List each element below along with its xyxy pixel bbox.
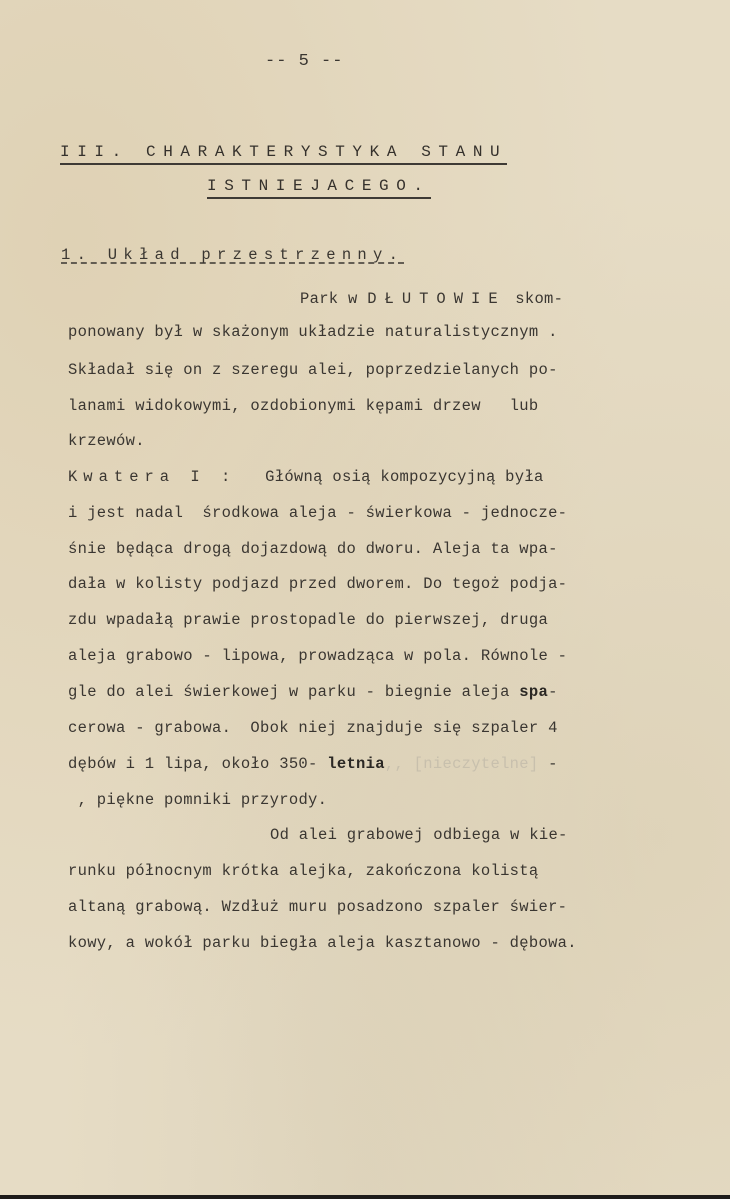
overtyped-text: letnia <box>327 755 385 773</box>
text-line <box>68 790 327 810</box>
place-name: DŁUTOWIE <box>367 290 506 308</box>
text-line <box>68 754 558 774</box>
text-line: runku północnym krótka alejka, zakończona kolistą <box>68 862 539 880</box>
text-line: dała w kolisty podjazd przed dworem. Do tegoż podja- <box>68 575 568 593</box>
text-line: i jest nadal środkowa aleja - świerkowa - jednocze- <box>68 504 568 522</box>
text-line: lanami widokowymi, ozdobionymi kępami drzew lub <box>68 397 539 415</box>
text-fragment: Park w <box>300 290 368 308</box>
text-line: Od alei grabowej odbiega w kie- <box>270 826 568 844</box>
text-line: śnie będąca drogą dojazdową do dworu. Aleja ta wpa- <box>68 540 558 558</box>
text-line: zdu wpadałą prawie prostopadle do pierwszej, druga <box>68 611 549 629</box>
text-line: ponowany był w skażonym układzie naturalistycznym . <box>68 323 558 341</box>
text-fragment: gle do alei świerkowej w parku - biegnie aleja <box>68 683 520 701</box>
text-line <box>68 467 544 487</box>
text-fragment: skom- <box>505 290 564 308</box>
text-line: krzewów. <box>68 432 145 450</box>
quarter-label: Kwatera I : <box>68 468 237 486</box>
text-line: altaną grabową. Wzdłuż muru posadzono szpaler świer- <box>68 898 568 916</box>
text-line: cerowa - grabowa. Obok niej znajduje się szpaler 4 <box>68 719 558 737</box>
subsection-heading: 1. Układ przestrzenny. <box>61 246 405 264</box>
text-fragment: , piękne pomniki przyrody. <box>77 791 328 809</box>
erased-text: ,, [nieczytelne] <box>384 755 549 773</box>
section-heading: III. CHARAKTERYSTYKA STANU <box>60 142 507 165</box>
page-number: -- 5 -- <box>265 52 344 71</box>
text-fragment: - <box>548 683 558 701</box>
text-fragment: - <box>548 755 558 773</box>
text-line <box>68 682 558 702</box>
section-heading-continued: ISTNIEJACEGO. <box>207 176 431 199</box>
text-fragment: dębów i 1 lipa, około 350- <box>68 755 328 773</box>
text-fragment: Główną osią kompozycyjną była <box>236 468 544 486</box>
text-line: kowy, a wokół parku biegła aleja kasztanowo - dębowa. <box>68 934 577 952</box>
erased-text <box>68 791 78 809</box>
overtyped-text: spa <box>519 683 549 701</box>
text-line <box>300 289 563 309</box>
text-line: Składał się on z szeregu alei, poprzedzielanych po- <box>68 361 558 379</box>
text-line: aleja grabowo - lipowa, prowadząca w pola. Równole - <box>68 647 568 665</box>
